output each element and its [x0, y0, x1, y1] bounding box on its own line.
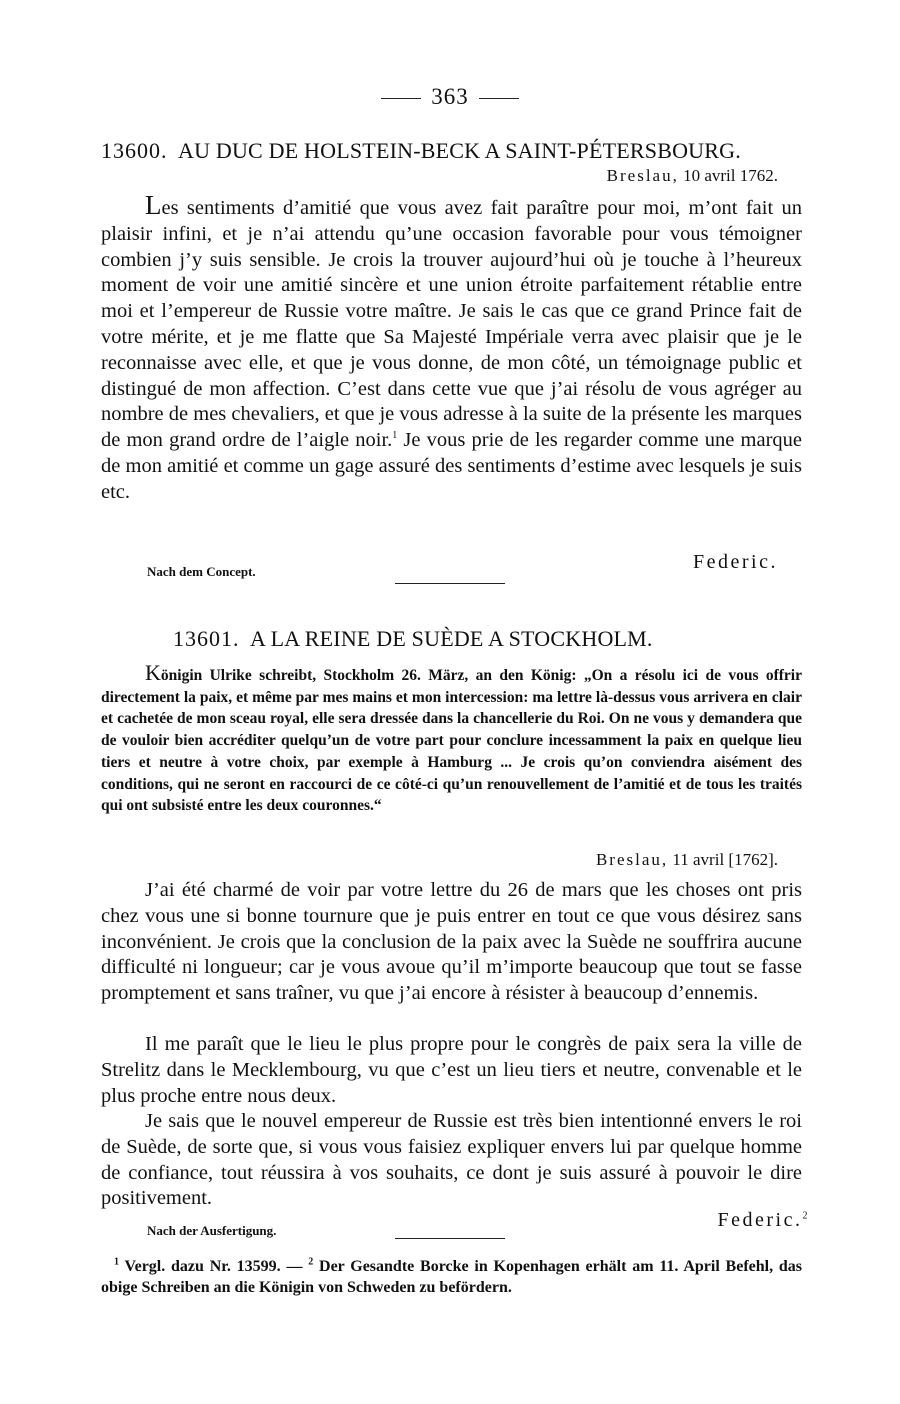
letter1-body — [101, 190, 802, 506]
letter2-quote-intro-initial: K — [145, 660, 161, 685]
letter1-signature: Federic. — [693, 551, 778, 573]
letter2-paragraph-1: J’ai été charmé de voir par votre lettre du 26 de mars que les choses ont pris chez vous une si bonne tournure que je puis entrer en tout ce que vous désirez sans inconvénient. Je crois que la conclusion de la paix avec la Suède ne souffrira aucune difficulté ni longueur; car je vous avoue qu’il m’importe beaucoup que tout se fasse promptement et sans traîner, vu que j’ai encore à résister à beaucoup d’ennemis. — [101, 879, 802, 1005]
letter1-heading — [101, 138, 741, 164]
footnote-1: Vergl. dazu Nr. 13599. — — [124, 1258, 303, 1275]
letter2-signature-block — [718, 1209, 810, 1232]
footnote-2: Der Gesandte Borcke in Kopenhagen erhält am 11. April Befehl, das obige Schreiben an die Königin von Schweden zu befördern. — [101, 1258, 803, 1296]
footnotes — [101, 1256, 802, 1298]
letter1-dateline — [607, 166, 778, 186]
page-number: 363 — [431, 84, 469, 109]
letter1-note-ref: 1 — [392, 430, 398, 442]
letter2-title: A LA REINE DE SUÈDE A STOCKHOLM. — [250, 626, 653, 651]
letter2-dateline — [596, 850, 778, 870]
letter2-source: Nach der Ausfertigung. — [147, 1223, 277, 1238]
letter2-quote-intro: önigin Ulrike schreibt, Stockholm 26. März, an den König: — [160, 667, 577, 684]
page-header — [0, 84, 900, 110]
letter2-quote — [101, 662, 802, 817]
letter2-date: 11 avril [1762]. — [672, 850, 778, 869]
letter2-signature: Federic. — [717, 1209, 803, 1231]
letter1-date: 10 avril 1762. — [683, 166, 778, 185]
letter1-source: Nach dem Concept. — [147, 564, 256, 579]
letter2-heading — [173, 626, 653, 652]
letter2-number: 13601. — [173, 626, 240, 651]
letter1-title: AU DUC DE HOLSTEIN-BECK A SAINT-PÉTERSBOURG. — [178, 138, 741, 163]
letter2-paragraph-2: Il me paraît que le lieu le plus propre pour le congrès de paix sera la ville de Strelitz dans le Mecklembourg, vu que c’est un lieu tiers et neutre, convenable et le plus proche entre nous deux. — [101, 1033, 802, 1107]
letter1-body-block — [101, 190, 802, 506]
letter2-paragraph-3: Je sais que le nouvel empereur de Russie est très bien intentionné envers le roi de Suède, de sorte que, si vous vous faisiez expliquer envers lui par quelque homme de confiance, tout réussira à vos souhaits, ce dont je suis assuré à pouvoir le dire positivement. — [101, 1110, 802, 1210]
footnote-1-mark: 1 — [114, 1256, 119, 1268]
header-dash-right — [479, 98, 519, 99]
separator-rule — [395, 583, 505, 584]
letter1-place: Breslau, — [606, 166, 679, 185]
letter2-place: Breslau, — [595, 850, 669, 869]
letter1-text-end: Je vous prie de les regarder comme une marque de mon amitié et comme un gage assuré des sentiments d’estime avec lesquels je suis etc. — [101, 429, 802, 503]
header-dash-left — [381, 98, 421, 99]
letter1-number: 13600. — [101, 138, 168, 163]
letter2-signature-ref: 2 — [802, 1210, 810, 1222]
footnote-rule — [395, 1238, 505, 1239]
letter1-text: Les sentiments d’amitié que vous avez fait paraître pour moi, m’ont fait un plaisir infini, et je n’ai attendu qu’une occasion favorable pour vous témoigner combien j’y suis sensible. Je crois la trouver aujourd’hui où je touche à l’heureux moment de voir une amitié sincère et une union étroite parfaitement rétablie entre moi et l’empereur de Russie votre maître. Je sais le cas que ce grand Prince fait de votre mérite, et je me flatte que Sa Majesté Impériale verra avec plaisir que je le reconnaisse avec elle, et que je vous donne, de mon côté, un témoignage public et distingué de mon affection. C’est dans cette vue que j’ai résolu de vous agréger au nombre de mes chevaliers, et que je vous adresse à la suite de la présente les marques de mon grand ordre de l’aigle noir. — [101, 190, 802, 452]
letter2-quote-text: „On a résolu ici de vous offrir directement la paix, et même par mes mains et mon intercession: ma lettre là-dessus vous arrivera en clair et cachetée de mon sceau royal, elle sera dressée dans la chancellerie du Roi. On ne vous y demandera que de vouloir bien accréditer quelqu’un de votre part pour conclure incessamment la paix en quelque lieu tiers et neutre à votre choix, par exemple à Hamburg ... Je crois qu’on conviendra aisément des conditions, qui ne seront en raccourci de ce côté-ci qu’un renouvellement de l’amitié et de tous les traités qui ont subsisté entre les deux couronnes.“ — [101, 667, 802, 815]
footnote-2-mark: 2 — [308, 1256, 314, 1268]
